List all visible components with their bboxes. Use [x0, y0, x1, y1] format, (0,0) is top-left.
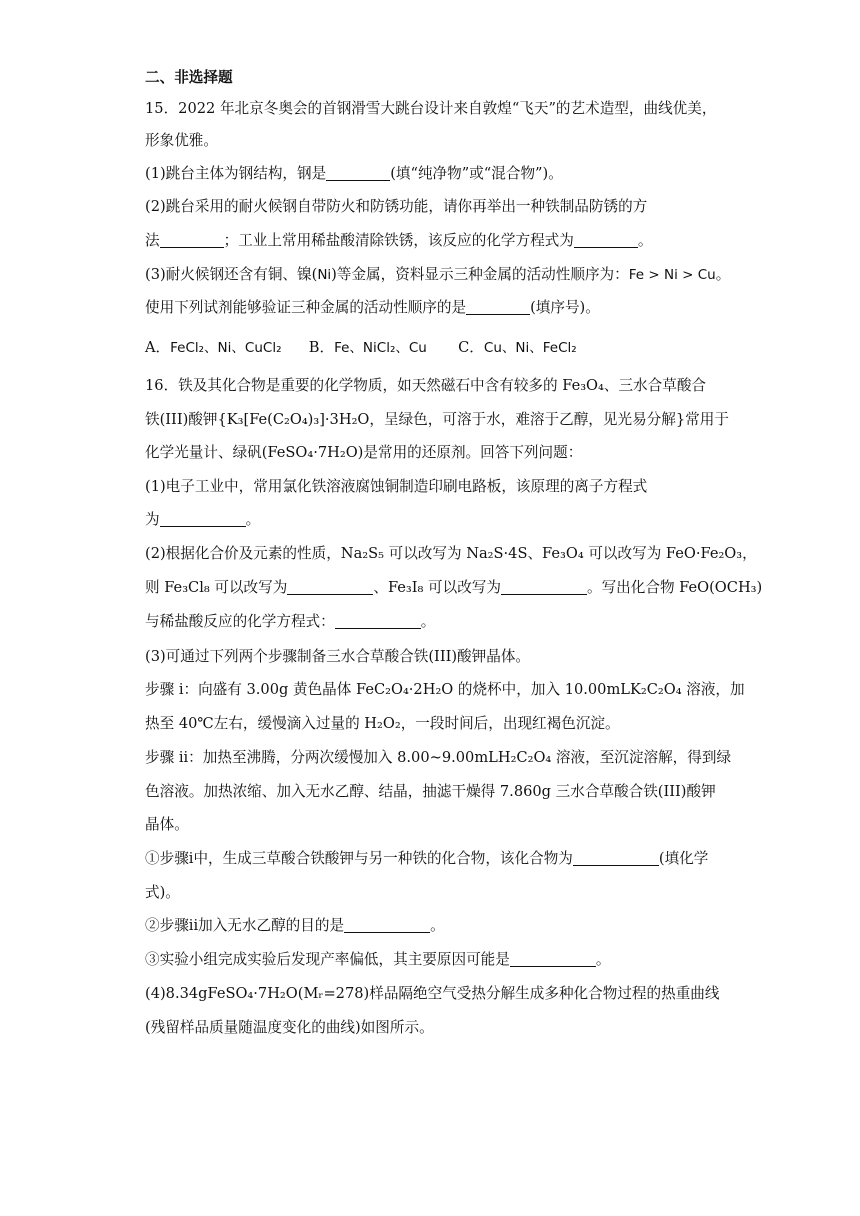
q16-step-2-line-3: 晶体。	[145, 816, 189, 833]
q15-p2-end: 。	[637, 232, 653, 249]
q16-sub-3-text: ③实验小组完成实验后发现产率偏低，其主要原因可能是	[145, 951, 510, 968]
q16-sub-1-line-2: 式)。	[145, 884, 180, 901]
q16-sub-1-hint: (填化学	[658, 850, 709, 867]
q15-stem-line-1: 15．2022 年北京冬奥会的首钢滑雪大跳台设计来自敦煌“飞天”的艺术造型，曲线优美，	[145, 100, 717, 117]
answer-blank[interactable]	[466, 300, 530, 315]
q16-part-1-line-1: (1)电子工业中，常用氯化铁溶液腐蚀铜制造印刷电路板，该原理的离子方程式	[145, 478, 648, 495]
q16-p2-end: 。	[420, 613, 436, 630]
q16-sub-2-end: 。	[430, 917, 445, 934]
q16-sub-2	[145, 914, 445, 935]
q15-p3-hint: (填序号)。	[530, 299, 600, 316]
q16-part-2-line-1: (2)根据化合价及元素的性质，Na₂S₅ 可以改写为 Na₂S·4S、Fe₃O₄ 可以改写为 FeO·Fe₂O₃，	[145, 545, 757, 562]
answer-blank[interactable]	[344, 918, 430, 933]
q15-p3-text-2: )等金属，资料显示三种金属的活动性顺序为：	[331, 266, 629, 283]
q16-sub-3	[145, 948, 610, 969]
answer-blank[interactable]	[510, 952, 596, 967]
section-title: 二、非选择题	[145, 69, 233, 86]
q16-p2-question: 与稀盐酸反应的化学方程式：	[145, 613, 335, 630]
answer-blank[interactable]	[287, 580, 373, 595]
q15-p1-text: (1)跳台主体为钢结构，钢是	[145, 165, 327, 182]
activity-order: Fe > Ni > Cu	[628, 267, 716, 283]
q16-part-4-line-1: (4)8.34gFeSO₄·7H₂O(Mᵣ=278)样品隔绝空气受热分解生成多种化合物过程的热重曲线	[145, 985, 720, 1002]
q15-p2-text-2: ；工业上常用稀盐酸清除铁锈，该反应的化学方程式为	[223, 232, 574, 249]
q15-p3-text: (3)耐火候钢还含有铜、镍(	[145, 266, 318, 283]
q16-p1-end: 。	[245, 511, 261, 528]
q15-part-3-line-2	[145, 296, 600, 317]
answer-blank[interactable]	[501, 580, 587, 595]
option-c[interactable]	[458, 339, 577, 356]
q16-part-2-line-3	[145, 610, 435, 631]
answer-blank[interactable]	[574, 233, 638, 248]
q16-step-1-line-1: 步骤 i：向盛有 3.00g 黄色晶体 FeC₂O₄·2H₂O 的烧杯中，加入 10.00mLK₂C₂O₄ 溶液，加	[145, 681, 745, 698]
q16-stem-line-2: 铁(III)酸钾{K₃[Fe(C₂O₄)₃]·3H₂O，呈绿色，可溶于水，难溶于乙醇，见光易分解}常用于	[145, 411, 729, 428]
q15-options	[145, 336, 577, 357]
q15-stem-line-2: 形象优雅。	[145, 132, 218, 149]
answer-blank[interactable]	[160, 512, 246, 527]
q15-p2-text: 法	[145, 232, 160, 249]
option-b-letter: B．	[308, 339, 335, 356]
q16-part-1-line-2	[145, 508, 260, 529]
q16-part-3-intro: (3)可通过下列两个步骤制备三水合草酸合铁(III)酸钾晶体。	[145, 648, 531, 665]
q16-sub-3-end: 。	[595, 951, 611, 968]
q15-part-2-line-2	[145, 229, 652, 250]
q16-p2-text: 则 Fe₃Cl₈ 可以改写为	[145, 579, 288, 596]
q16-stem-line-3: 化学光量计、绿矾(FeSO₄·7H₂O)是常用的还原剂。回答下列问题：	[145, 444, 583, 461]
option-a-text: FeCl₂、Ni、CuCl₂	[170, 340, 282, 356]
q16-sub-2-text: ②步骤ii加入无水乙醇的目的是	[145, 917, 345, 934]
answer-blank[interactable]	[573, 851, 659, 866]
q16-sub-1-text: ①步骤i中，生成三草酸合铁酸钾与另一种铁的化合物，该化合物为	[145, 850, 573, 867]
option-c-text: Cu、Ni、FeCl₂	[483, 340, 577, 356]
q16-part-2-line-2	[145, 576, 762, 597]
q16-stem-line-1: 16．铁及其化合物是重要的化学物质，如天然磁石中含有较多的 Fe₃O₄、三水合草酸合	[145, 377, 707, 394]
q15-p3-end: 。	[715, 266, 731, 283]
q16-step-2-line-2: 色溶液。加热浓缩、加入无水乙醇、结晶，抽滤干燥得 7.860g 三水合草酸合铁(III)酸钾	[145, 783, 716, 800]
answer-blank[interactable]	[335, 614, 421, 629]
option-a-letter: A．	[145, 339, 171, 356]
answer-blank[interactable]	[160, 233, 224, 248]
q15-p1-hint: (填“纯净物”或“混合物”)。	[390, 165, 563, 182]
q16-step-1-line-2: 热至 40℃左右，缓慢滴入过量的 H₂O₂，一段时间后，出现红褐色沉淀。	[145, 715, 620, 732]
q16-part-4-line-2: (残留样品质量随温度变化的曲线)如图所示。	[145, 1019, 434, 1036]
q16-sub-1-line-1	[145, 847, 708, 868]
q16-p2-text-2: 、Fe₃I₈ 可以改写为	[373, 579, 501, 596]
q15-part-1	[145, 162, 563, 183]
nickel-symbol: Ni	[317, 267, 332, 283]
option-a[interactable]	[145, 339, 281, 356]
answer-blank[interactable]	[326, 166, 390, 181]
q16-p1-text: 为	[145, 511, 160, 528]
option-b[interactable]	[309, 339, 427, 356]
q15-part-2-line-1: (2)跳台采用的耐火候钢自带防火和防锈功能，请你再举出一种铁制品防锈的方	[145, 198, 648, 215]
option-c-letter: C．	[458, 339, 484, 356]
option-b-text: Fe、NiCl₂、Cu	[334, 340, 427, 356]
q16-p2-text-3: 。写出化合物 FeO(OCH₃)	[586, 579, 763, 596]
q16-step-2-line-1: 步骤 ii：加热至沸腾，分两次缓慢加入 8.00~9.00mLH₂C₂O₄ 溶液，至沉淀溶解，得到绿	[145, 749, 732, 766]
q15-part-3-line-1	[145, 263, 730, 284]
q15-p3-question: 使用下列试剂能够验证三种金属的活动性顺序的是	[145, 299, 467, 316]
